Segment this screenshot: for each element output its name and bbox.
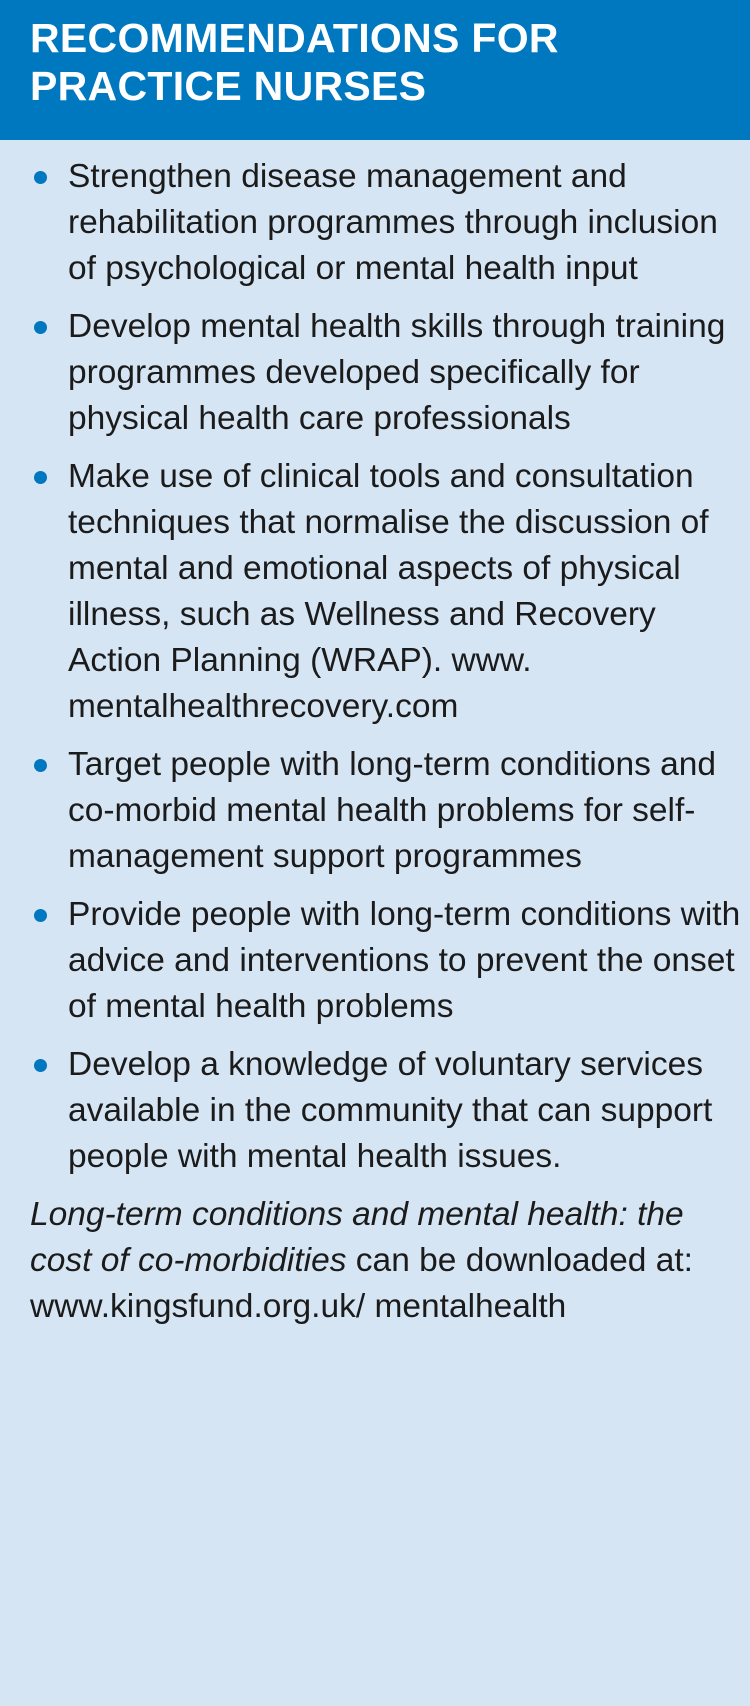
box-header xyxy=(0,0,750,140)
list-item xyxy=(0,454,750,730)
list-item xyxy=(0,304,750,442)
list-item-text: Make use of clinical tools and consultation techniques that normalise the discussion of mental and emotional aspects of physical illness, such as Wellness and Recovery Action Planning (WRAP). www. mentalhealthrecovery.com xyxy=(68,458,709,725)
box-title-line-1: RECOMMENDATIONS FOR xyxy=(30,15,559,61)
list-item xyxy=(0,154,750,292)
bullet-icon xyxy=(34,171,47,184)
list-item-text: Provide people with long-term conditions with advice and interventions to prevent the onset of mental health problems xyxy=(68,896,741,1025)
list-item-text: Target people with long-term conditions and co-morbid mental health problems for self-management support programmes xyxy=(68,746,717,875)
list-item-text: Develop a knowledge of voluntary services available in the community that can support people with mental health issues. xyxy=(68,1046,713,1175)
list-item xyxy=(0,892,750,1030)
box-body xyxy=(0,140,750,1330)
download-text: can be downloaded at: www.kingsfund.org.uk/ mentalhealth xyxy=(30,1242,693,1325)
bullet-icon xyxy=(34,909,47,922)
list-item xyxy=(0,742,750,880)
bullet-icon xyxy=(34,1059,47,1072)
box-title xyxy=(30,14,730,110)
list-item-text: Develop mental health skills through training programmes developed specifically for physical health care professionals xyxy=(68,308,726,437)
bullet-icon xyxy=(34,471,47,484)
box-title-line-2: PRACTICE NURSES xyxy=(30,63,427,109)
recommendations-list xyxy=(0,154,750,1180)
source-note xyxy=(30,1192,734,1330)
bullet-icon xyxy=(34,759,47,772)
bullet-icon xyxy=(34,321,47,334)
list-item xyxy=(0,1042,750,1180)
list-item-text: Strengthen disease management and rehabilitation programmes through inclusion of psychological or mental health input xyxy=(68,158,718,287)
report-title: Long-term conditions and mental health: the cost of co-morbidities xyxy=(30,1196,684,1279)
